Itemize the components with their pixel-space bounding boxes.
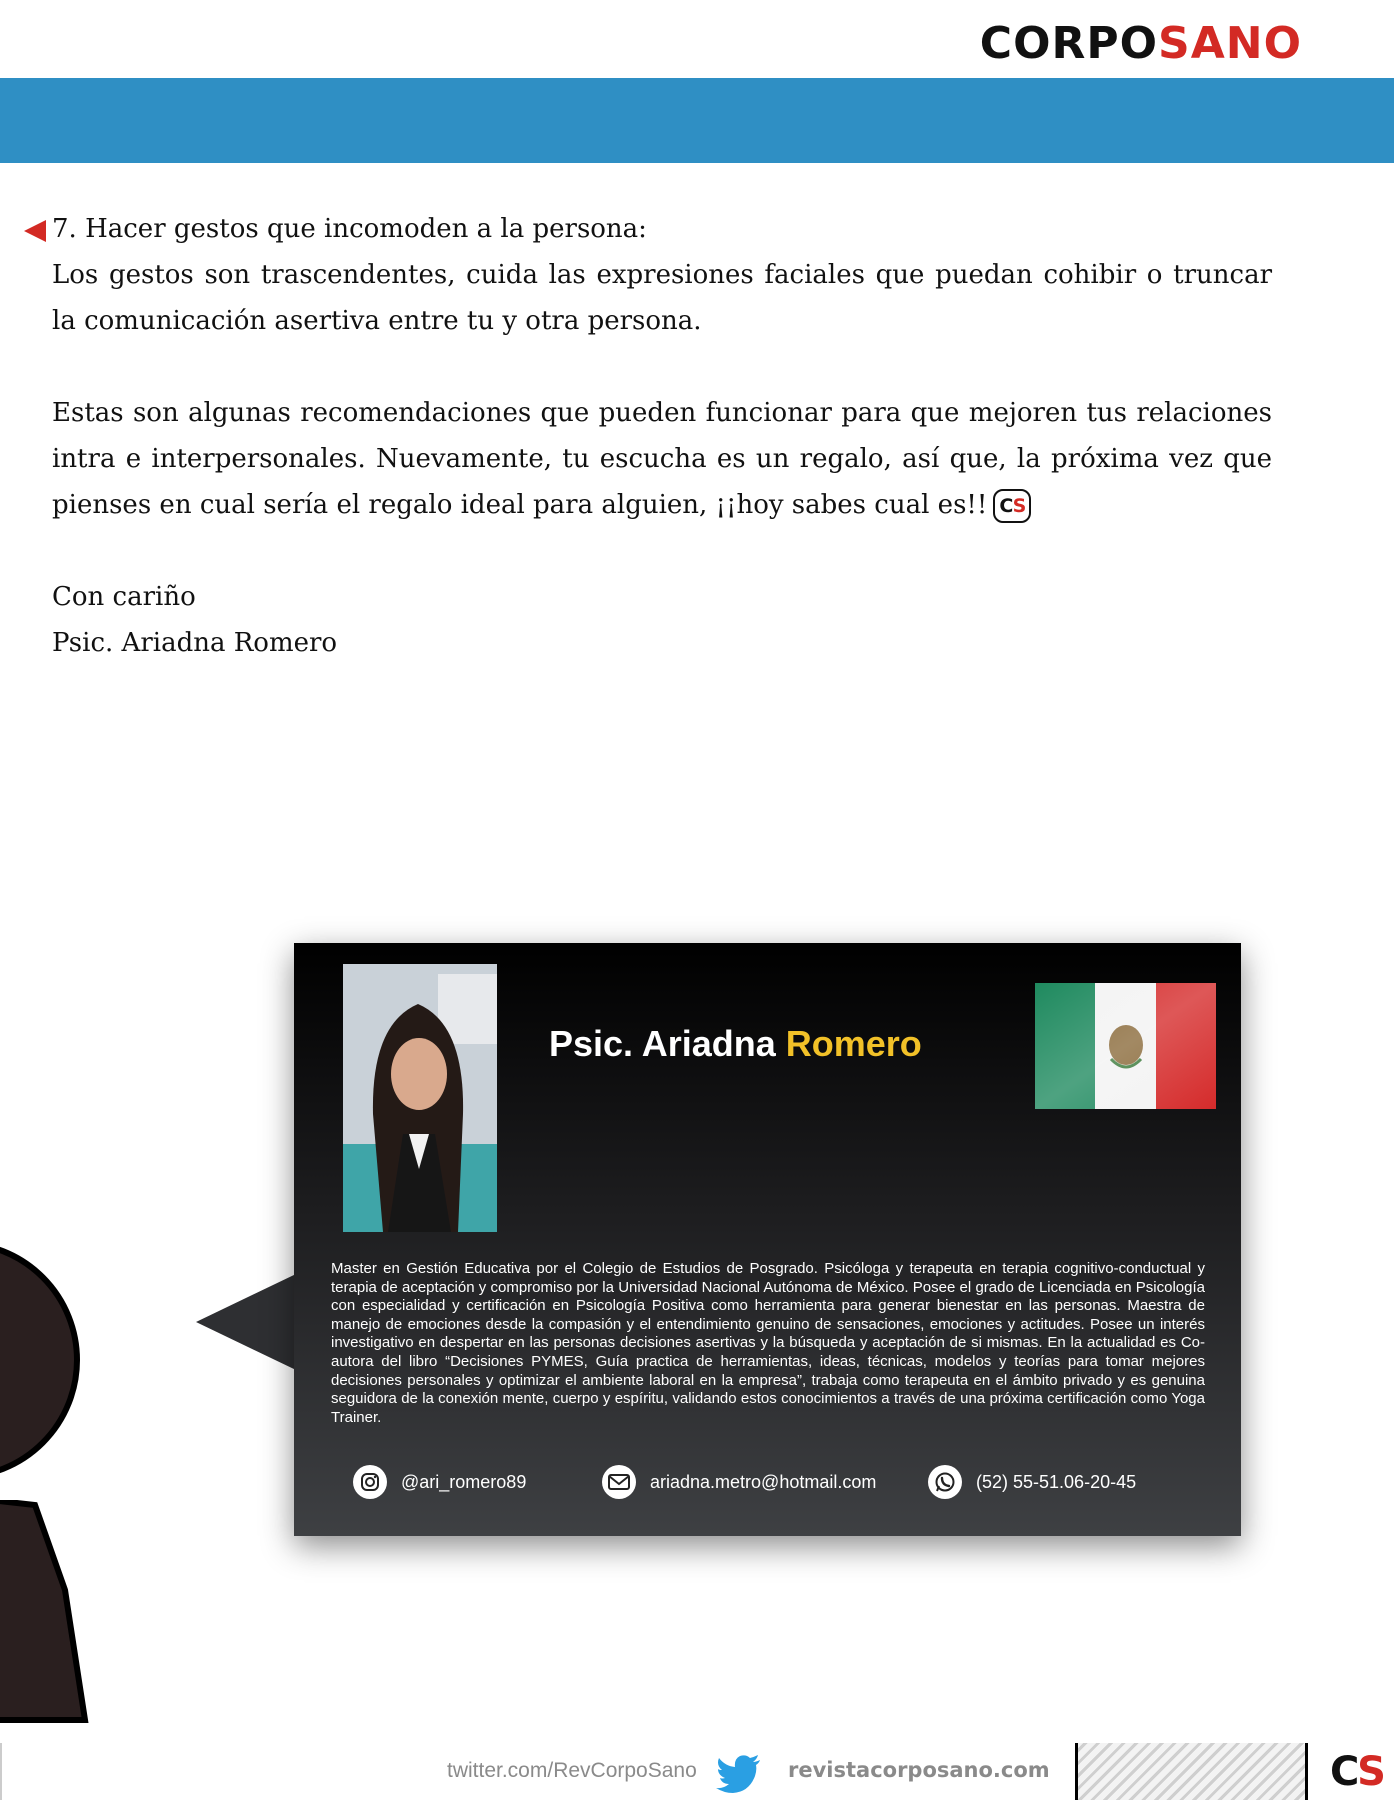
author-photo xyxy=(343,964,497,1232)
person-silhouette-head xyxy=(0,1240,80,1480)
closing-paragraph xyxy=(52,390,1272,528)
email-address: ariadna.metro@hotmail.com xyxy=(650,1471,877,1492)
red-arrow-marker xyxy=(24,220,46,242)
signoff: Con cariño xyxy=(52,582,196,612)
cs-end-mark: CS xyxy=(993,489,1031,523)
twitter-bird-icon xyxy=(716,1755,762,1793)
phone-number: (52) 55-51.06-20-45 xyxy=(976,1471,1137,1492)
item-heading: 7. Hacer gestos que incomoden a la persona: xyxy=(52,214,647,244)
person-silhouette-body xyxy=(0,1500,100,1725)
author-signature: Psic. Ariadna Romero xyxy=(52,628,338,658)
logo-part-sano: SANO xyxy=(1158,18,1302,69)
card-author-name: Psic. Ariadna Romero xyxy=(549,1023,922,1064)
speech-pointer xyxy=(196,1274,296,1370)
contact-phone[interactable] xyxy=(928,1465,1136,1499)
page-footer xyxy=(0,1743,1394,1800)
instagram-icon xyxy=(353,1465,387,1499)
contact-instagram[interactable] xyxy=(353,1465,526,1499)
footer-cs-logo: CS xyxy=(1330,1749,1383,1795)
footer-stripes xyxy=(1075,1743,1307,1800)
closing-text: Estas son algunas recomendaciones que pueden funcionar para que mejoren tus relaciones intra e interpersonales. Nuevamente, tu escucha es un regalo, así que, la próxima vez que pienses en cual sería el regalo ideal para alguien, ¡¡hoy sabes cual es!! xyxy=(52,398,1272,520)
card-bio: Master en Gestión Educativa por el Colegio de Estudios de Posgrado. Psicóloga y terapeuta en terapia cognitivo-conductual y terapia de aceptación y compromiso por la Universidad Nacional Autónoma de México. Posee el grado de Licenciada en Psicología con especialidad y certificación en Psicología Positiva como herramienta para generar bienestar en las personas. Maestra de manejo de emociones desde la compasión y el entendimiento genuino de sensaciones, emociones y actitudes. Posee un interés investigativo en despertar en las personas decisiones asertivas y la búsqueda y aceptación de si mismas. En la actualidad es Co- autora del libro “Decisiones PYMES, Guía practica de herramientas, ideas, técnicas, modelos y teorías para tomar mejores decisiones personales y optimizar el ambiente laboral en la empresa”, trabaja como terapeuta en el ámbito privado y es genuina seguidora de la conexión mente, cuerpo y espíritu, validando estos conocimientos a través de una próxima certificación como Yoga Trainer. xyxy=(331,1260,1205,1426)
contact-email[interactable] xyxy=(602,1465,876,1499)
corposano-logo xyxy=(979,18,1302,69)
article-body xyxy=(52,206,1272,666)
email-icon xyxy=(602,1465,636,1499)
author-card xyxy=(294,943,1241,1536)
website-link[interactable]: revistacorposano.com xyxy=(788,1758,1050,1782)
mexico-flag xyxy=(1035,983,1216,1109)
logo-part-corpo: CORPO xyxy=(979,18,1159,69)
twitter-link[interactable]: twitter.com/RevCorpoSano xyxy=(447,1759,697,1782)
card-author-surname: Romero xyxy=(785,1023,922,1064)
item-body: Los gestos son trascendentes, cuida las expresiones faciales que puedan cohibir o truncar la comunicación asertiva entre tu y otra persona. xyxy=(52,260,1272,336)
header-banner xyxy=(0,78,1394,163)
instagram-handle: @ari_romero89 xyxy=(401,1471,527,1492)
whatsapp-icon xyxy=(928,1465,962,1499)
